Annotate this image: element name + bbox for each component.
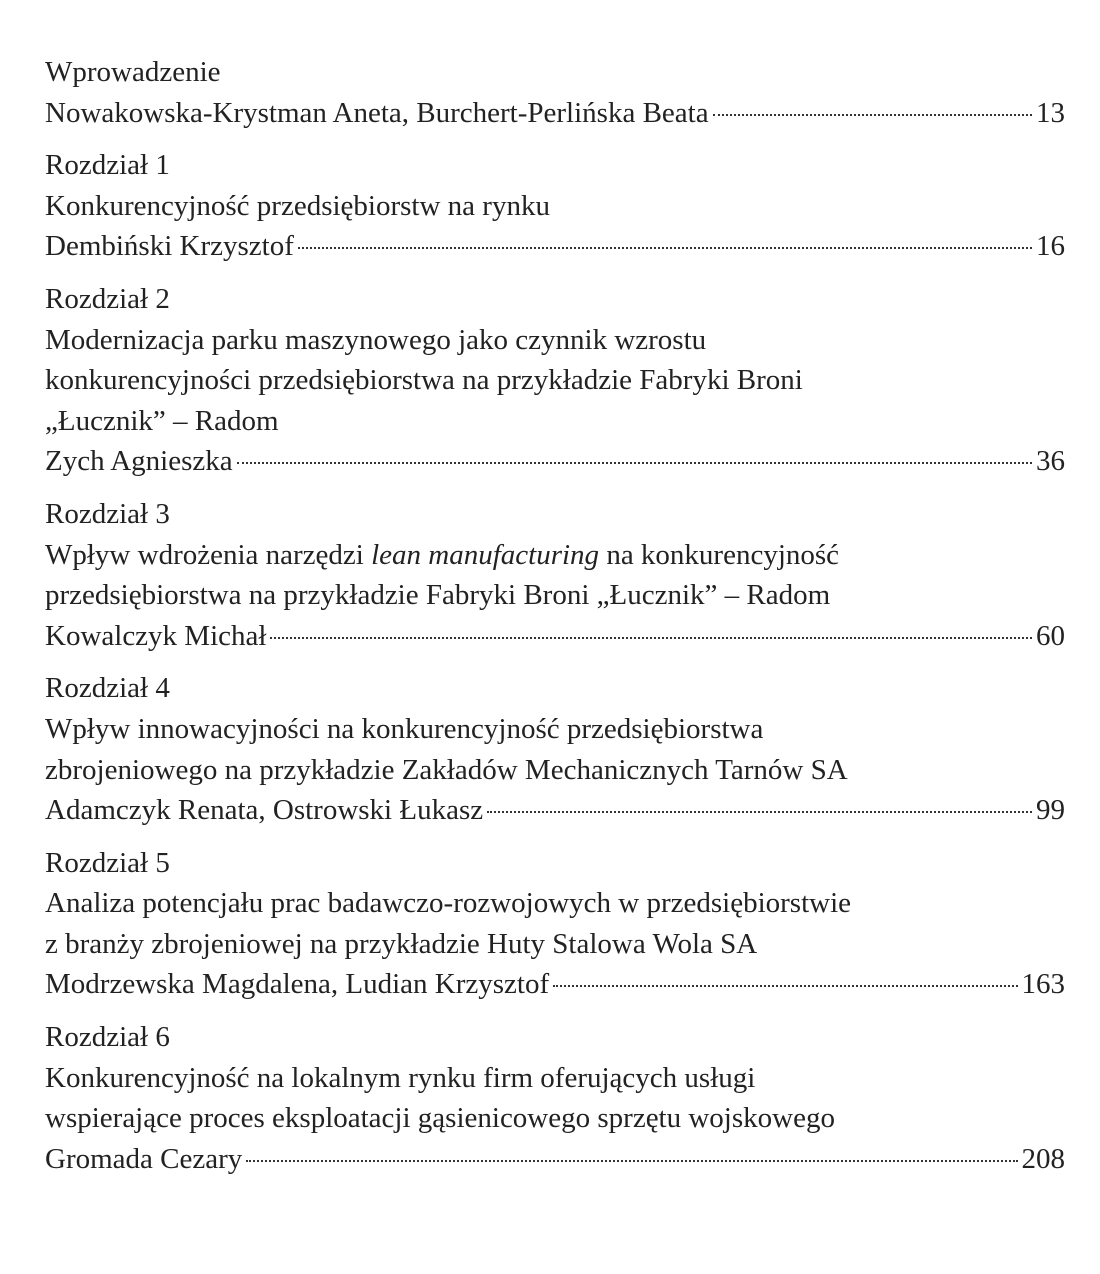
chapter-label: Rozdział 5	[45, 846, 170, 879]
dot-leader	[246, 1160, 1017, 1162]
chapter-title-line: „Łucznik” – Radom	[45, 404, 279, 437]
chapter-title-line	[45, 535, 1065, 576]
toc-entry-chapter-4	[45, 668, 1065, 830]
dot-leader	[713, 114, 1032, 116]
page-number: 60	[1036, 619, 1065, 652]
chapter-title-line: przedsiębiorstwa na przykładzie Fabryki Broni „Łucznik” – Radom	[45, 579, 831, 612]
page-number: 16	[1036, 230, 1065, 263]
chapter-label: Rozdział 3	[45, 497, 170, 530]
author-page-line[interactable]	[45, 226, 1065, 267]
title-text: na konkurencyjność	[599, 538, 840, 571]
author-page-line[interactable]	[45, 441, 1065, 482]
dot-leader	[237, 462, 1032, 464]
author-names: Dembiński Krzysztof	[45, 230, 294, 263]
chapter-title-line: z branży zbrojeniowej na przykładzie Huty Stalowa Wola SA	[45, 927, 758, 960]
author-names: Kowalczyk Michał	[45, 619, 267, 652]
title-italic-term: lean manufacturing	[371, 538, 600, 571]
author-page-line[interactable]	[45, 1139, 1065, 1180]
chapter-label: Wprowadzenie	[45, 56, 221, 88]
page-number: 163	[1021, 968, 1065, 1001]
author-names: Zych Agnieszka	[45, 445, 233, 478]
author-page-line[interactable]	[45, 790, 1065, 831]
toc-entry-introduction	[45, 52, 1065, 133]
author-names: Modrzewska Magdalena, Ludian Krzysztof	[45, 968, 550, 1001]
chapter-title-line: Modernizacja parku maszynowego jako czynnik wzrostu	[45, 323, 707, 356]
toc-entry-chapter-1	[45, 145, 1065, 267]
chapter-label: Rozdział 1	[45, 149, 170, 182]
dot-leader	[298, 247, 1032, 249]
page-number: 99	[1036, 794, 1065, 827]
page-number: 208	[1021, 1142, 1065, 1175]
author-names: Adamczyk Renata, Ostrowski Łukasz	[45, 794, 484, 827]
page-number: 13	[1036, 96, 1065, 129]
chapter-title-line: Konkurencyjność przedsiębiorstw na rynku	[45, 189, 550, 222]
dot-leader	[487, 811, 1032, 813]
author-page-line[interactable]	[45, 93, 1065, 134]
table-of-contents	[45, 52, 1065, 1191]
author-page-line[interactable]	[45, 964, 1065, 1005]
chapter-title-line: zbrojeniowego na przykładzie Zakładów Mechanicznych Tarnów SA	[45, 753, 848, 786]
dot-leader	[270, 637, 1032, 639]
chapter-title-line: Wpływ innowacyjności na konkurencyjność przedsiębiorstwa	[45, 712, 764, 745]
chapter-label: Rozdział 2	[45, 282, 170, 315]
chapter-label: Rozdział 4	[45, 672, 170, 705]
page-number: 36	[1036, 445, 1065, 478]
title-text: Wpływ wdrożenia narzędzi	[45, 538, 372, 571]
chapter-title-line: Konkurencyjność na lokalnym rynku firm oferujących usługi	[45, 1061, 756, 1094]
dot-leader	[553, 985, 1017, 987]
chapter-title-line: wspierające proces eksploatacji gąsienicowego sprzętu wojskowego	[45, 1102, 835, 1135]
author-names: Gromada Cezary	[45, 1142, 243, 1175]
toc-entry-chapter-6	[45, 1017, 1065, 1179]
author-names: Nowakowska-Krystman Aneta, Burchert-Perlińska Beata	[45, 96, 709, 129]
toc-entry-chapter-2	[45, 279, 1065, 482]
author-page-line[interactable]	[45, 616, 1065, 657]
toc-entry-chapter-3	[45, 494, 1065, 656]
chapter-title-line: Analiza potencjału prac badawczo-rozwojowych w przedsiębiorstwie	[45, 887, 852, 920]
toc-entry-chapter-5	[45, 843, 1065, 1005]
chapter-label: Rozdział 6	[45, 1021, 170, 1054]
chapter-title-line: konkurencyjności przedsiębiorstwa na przykładzie Fabryki Broni	[45, 364, 803, 397]
